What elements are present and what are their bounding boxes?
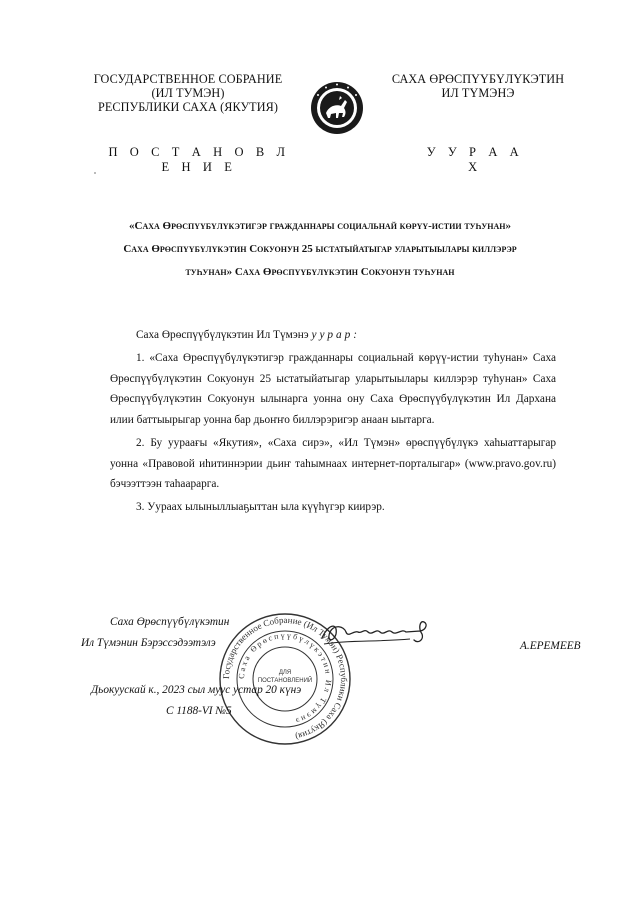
paragraph-3: 3. Уураах ылыныллыаҕыттан ыла күүһүгэр киирэр.	[136, 501, 385, 513]
lead-prefix: Саха Өрөспүүбүлүкэтин Ил Түмэнэ	[136, 329, 309, 341]
stamp-ring-text: Государственное Собрание (Ил Тумэн) Республики Саха (Якутия)	[220, 614, 350, 742]
document-title	[92, 215, 548, 284]
lead-sentence	[136, 325, 556, 346]
stamp-center-text: ДЛЯ ПОСТАНОВЛЕНИЙ	[257, 670, 313, 684]
title-line: «Саха Өрөспүүбүлүкэтигэр гражданнары социальнай көрүү-истии туһунан»	[129, 220, 511, 232]
header-left-line: (ИЛ ТУМЭН)	[151, 86, 225, 100]
header-right-line: ИЛ ТҮМЭНЭ	[441, 86, 515, 100]
document-number: С 1188-VI №5	[166, 705, 232, 717]
header-right-line: САХА ӨРӨСПҮҮБҮЛҮКЭТИН	[391, 72, 565, 86]
header-left-line: РЕСПУБЛИКИ САХА (ЯКУТИЯ)	[97, 100, 279, 114]
signer-position-line2: Ил Түмэнин Бэрэссэдээтэлэ	[81, 637, 216, 649]
title-line: туһунан» Саха Өрөспүүбүлүкэтин Сокуонун туһунан	[185, 266, 455, 278]
handwritten-signature	[318, 612, 436, 650]
header-left-title	[78, 72, 298, 114]
header-right-title	[378, 72, 578, 100]
header-left-line: ГОСУДАРСТВЕННОЕ СОБРАНИЕ	[93, 72, 283, 86]
title-line: Саха Өрөспүүбүлүкэтин Сокуонун 25 ыстатыйатыгар уларытыылары киллэрэр	[123, 243, 517, 255]
lead-verb: уурар:	[311, 329, 361, 341]
signer-name: А.ЕРЕМЕЕВ	[520, 640, 581, 652]
stamp-inner-text: Саха Өрөспүүбүлүкэтин Ил Түмэнэ	[236, 630, 334, 726]
paragraph-2: 2. Бу уураағы «Якутия», «Саха сирэ», «Ил Түмэн» өрөспүүбүлүкэ хаһыаттарыгар уонна «Правовой иһитиннэрии дьиҥ таһымнаах интернет-порталыгар» (www.pravo.gov.ru) бэчээттээн таһаарарга.	[110, 437, 556, 490]
doc-type-sakha: У У Р А А Х	[426, 145, 524, 174]
paragraph-1: 1. «Саха Өрөспүүбүлүкэтигэр гражданнары социальнай көрүү-истии туһунан» Саха Өрөспүүбүлүкэтин Сокуонун 25 ыстатыйатыгар уларытыылары киллэрэр туһунан» Саха Өрөспүүбүлүкэтин Сокуонун ылынарга уонна ону Саха Өрөспүүбүлүкэтин Ил Дархана илии баттыырыгар уонна бар дьоҥҥо биллэрэригэр анаан ыытарга.	[110, 352, 556, 426]
signer-position-line1: Саха Өрөспүүбүлүкэтин	[110, 616, 230, 628]
emblem-icon	[309, 80, 365, 136]
doc-type-ru: П О С Т А Н О В Л Е Н И Е	[108, 145, 290, 174]
place-and-date: Дьокуускай к., 2023 сыл муус устар 20 күнэ	[91, 684, 302, 696]
scan-speck	[94, 172, 96, 174]
